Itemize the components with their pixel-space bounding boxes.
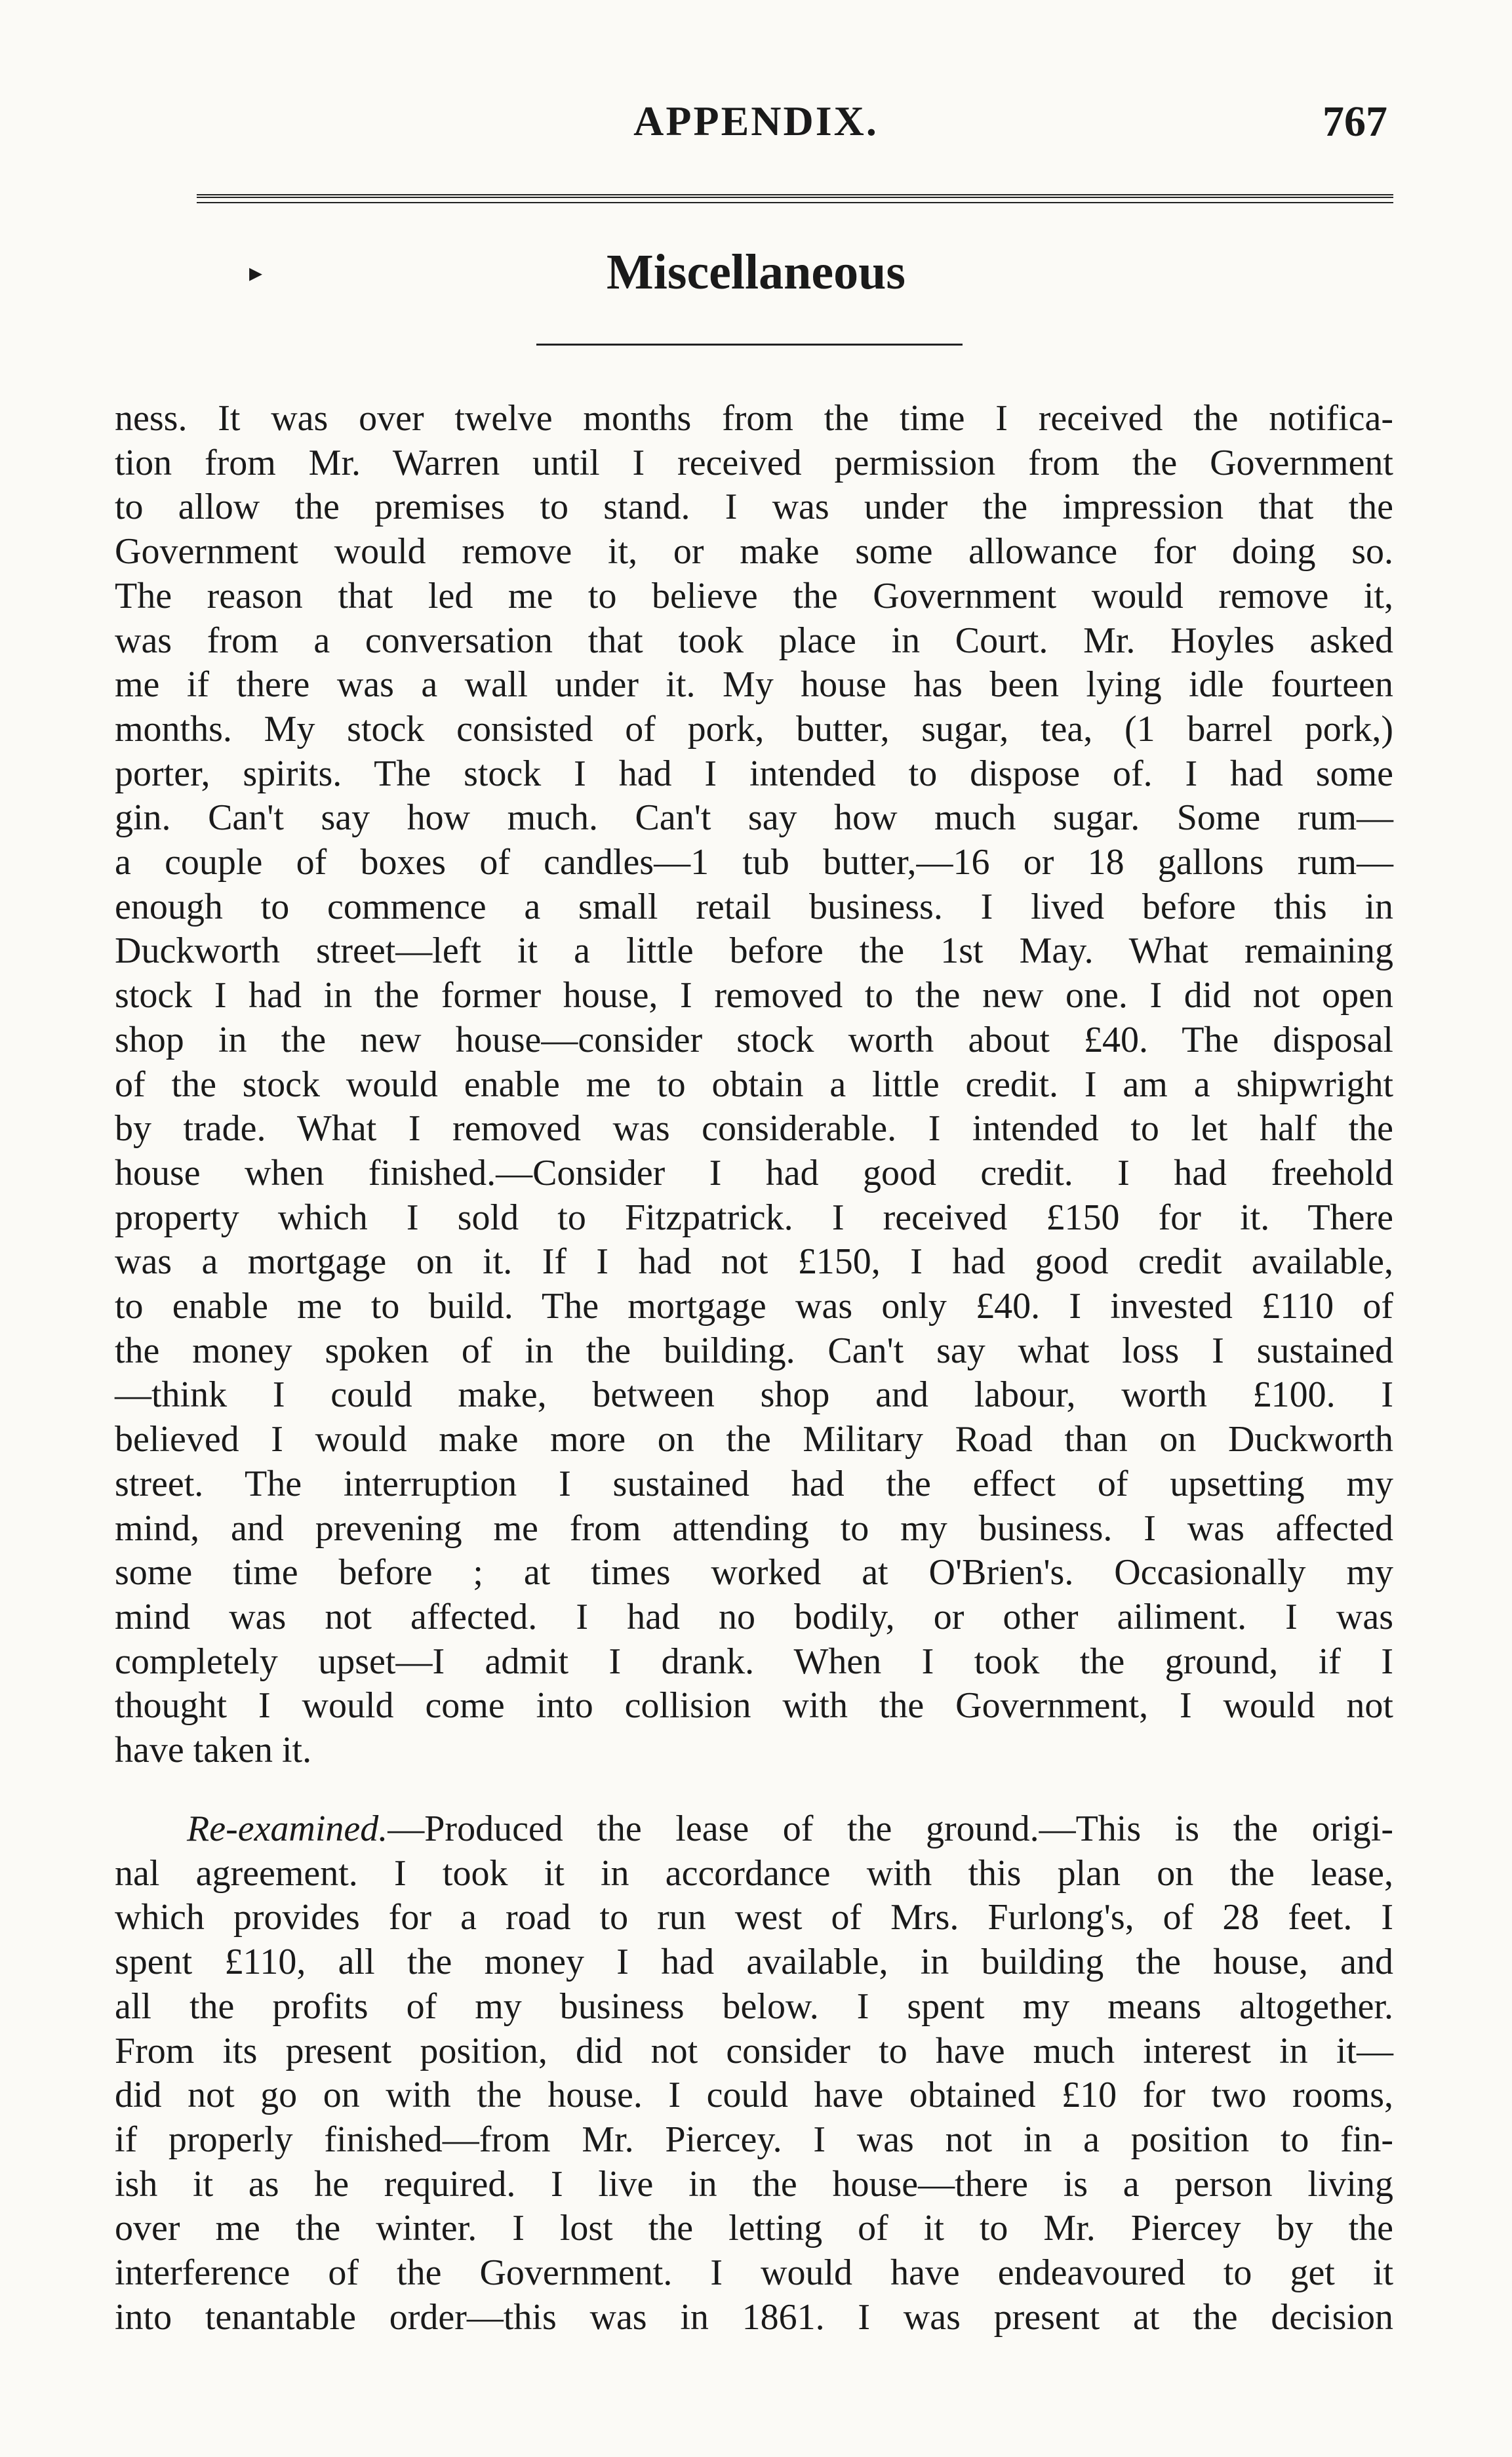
text-line: thought I would come into collision with the Government, I would not	[115, 1685, 1393, 1727]
text-line: over me the winter. I lost the letting of it to Mr. Piercey by the	[115, 2208, 1393, 2249]
text-line: by trade. What I removed was considerable. I intended to let half the	[115, 1108, 1393, 1149]
header-rule	[197, 194, 1393, 203]
text-line: some time before ; at times worked at O'Brien's. Occasionally my	[115, 1552, 1393, 1593]
text-line: Duckworth street—left it a little before the 1st May. What remaining	[115, 930, 1393, 972]
text-line: spent £110, all the money I had available, in building the house, and	[115, 1942, 1393, 1983]
testimony-paragraph	[115, 397, 1393, 1773]
page-number: 767	[1323, 98, 1387, 146]
text-line: Government would remove it, or make some allowance for doing so.	[115, 531, 1393, 572]
stray-mark: ▸	[249, 258, 263, 287]
text-line: mind was not affected. I had no bodily, or other ailiment. I was	[115, 1596, 1393, 1637]
text-line: shop in the new house—consider stock worth about £40. The disposal	[115, 1019, 1393, 1060]
text-line: the money spoken of in the building. Can't say what loss I sustained	[115, 1330, 1393, 1371]
text-line: porter, spirits. The stock I had I intended to dispose of. I had some	[115, 753, 1393, 794]
text-line: property which I sold to Fitzpatrick. I received £150 for it. There	[115, 1197, 1393, 1238]
text-line: have taken it.	[115, 1730, 312, 1771]
text-line: interference of the Government. I would have endeavoured to get it	[115, 2252, 1393, 2294]
text-line: completely upset—I admit I drank. When I took the ground, if I	[115, 1641, 1393, 1682]
lead-label: Re-examined.	[187, 1808, 388, 1849]
text-line: —think I could make, between shop and labour, worth £100. I	[115, 1374, 1393, 1416]
reexamination-paragraph	[115, 1807, 1393, 2340]
text-line: months. My stock consisted of pork, butter, sugar, tea, (1 barrel pork,)	[115, 708, 1393, 749]
text-line: to allow the premises to stand. I was under the impression that the	[115, 487, 1393, 528]
section-title: Miscellaneous	[607, 245, 905, 300]
text-line: did not go on with the house. I could have obtained £10 for two rooms,	[115, 2075, 1393, 2116]
text-line-lead	[115, 1807, 1393, 1852]
text-line: of the stock would enable me to obtain a little credit. I am a shipwright	[115, 1064, 1393, 1105]
text-line: me if there was a wall under it. My house has been lying idle fourteen	[115, 664, 1393, 706]
text-line: From its present position, did not consider to have much interest in it—	[115, 2030, 1393, 2071]
text-line: believed I would make more on the Military Road than on Duckworth	[115, 1419, 1393, 1460]
text-line: ness. It was over twelve months from the time I received the notifica-	[115, 398, 1393, 439]
text-line: house when finished.—Consider I had good credit. I had freehold	[115, 1152, 1393, 1193]
text-line: a couple of boxes of candles—1 tub butter,—16 or 18 gallons rum—	[115, 842, 1393, 883]
text-line: into tenantable order—this was in 1861. I was present at the decision	[115, 2296, 1393, 2338]
text-line: enough to commence a small retail business. I lived before this in	[115, 886, 1393, 927]
lead-rest: —Produced the lease of the ground.—This is the origi-	[388, 1808, 1393, 1849]
section-rule	[536, 344, 963, 346]
text-line: to enable me to build. The mortgage was only £40. I invested £110 of	[115, 1286, 1393, 1327]
text-line: tion from Mr. Warren until I received permission from the Government	[115, 442, 1393, 483]
text-line: The reason that led me to believe the Government would remove it,	[115, 575, 1393, 616]
page-header	[0, 97, 1512, 156]
text-line: was a mortgage on it. If I had not £150, I had good credit available,	[115, 1241, 1393, 1283]
text-line: was from a conversation that took place in Court. Mr. Hoyles asked	[115, 620, 1393, 661]
text-line: gin. Can't say how much. Can't say how much sugar. Some rum—	[115, 797, 1393, 839]
text-line: nal agreement. I took it in accordance with this plan on the lease,	[115, 1852, 1393, 1894]
text-line: ish it as he required. I live in the house—there is a person living	[115, 2163, 1393, 2205]
text-line: mind, and prevening me from attending to my business. I was affected	[115, 1508, 1393, 1549]
text-line: street. The interruption I sustained had the effect of upsetting my	[115, 1463, 1393, 1504]
text-line: all the profits of my business below. I spent my means altogether.	[115, 1986, 1393, 2027]
text-line: which provides for a road to run west of Mrs. Furlong's, of 28 feet. I	[115, 1897, 1393, 1938]
text-line: if properly finished—from Mr. Piercey. I was not in a position to fin-	[115, 2119, 1393, 2160]
running-title: APPENDIX.	[633, 98, 879, 144]
text-line: stock I had in the former house, I removed to the new one. I did not open	[115, 975, 1393, 1016]
